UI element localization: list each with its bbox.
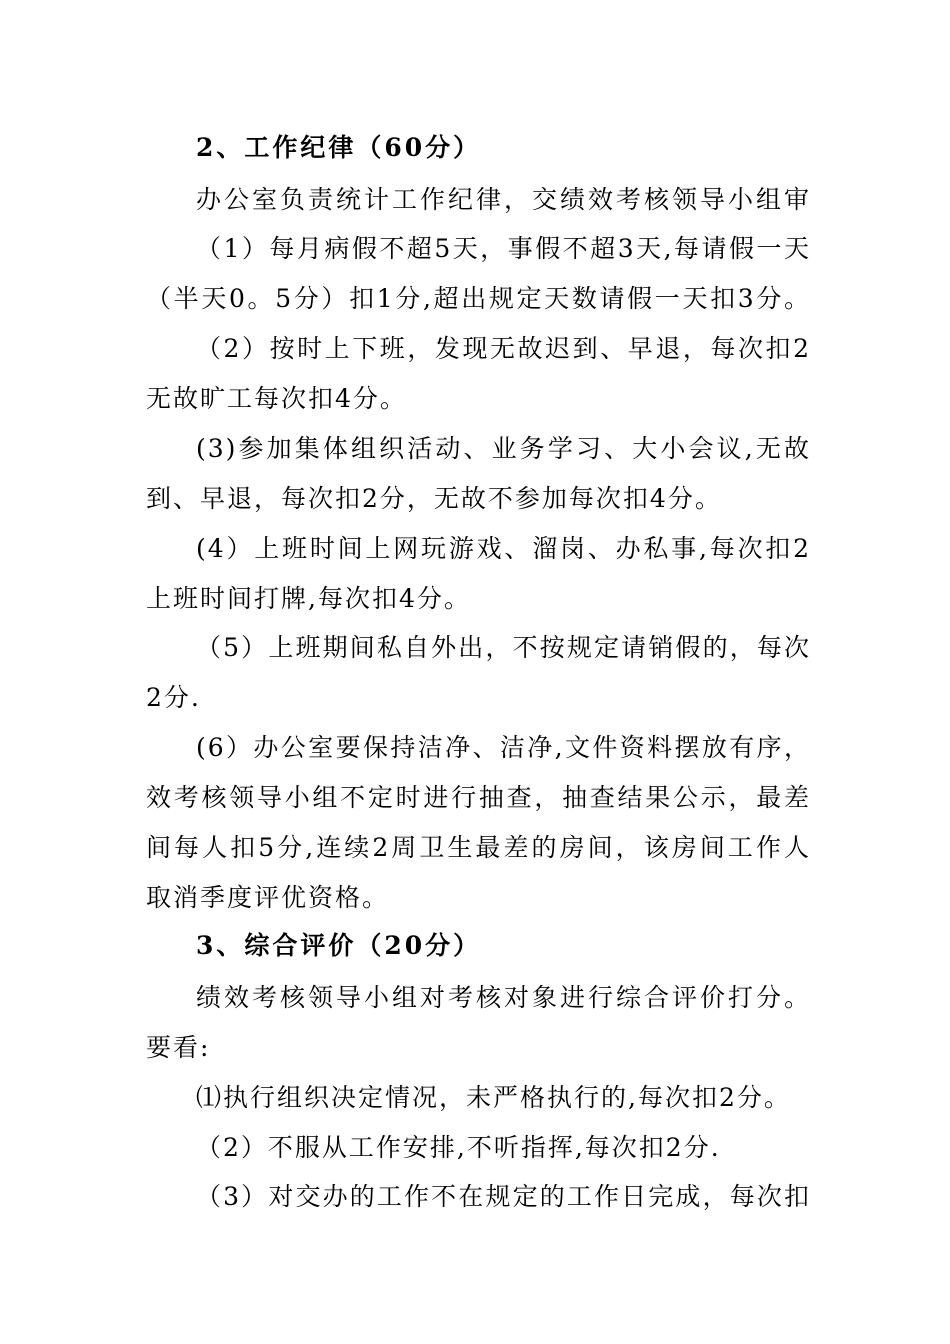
discipline-intro: 办公室负责统计工作纪律，交绩效考核领导小组审	[196, 185, 811, 214]
discipline-item-6-line-2: 效考核领导小组不定时进行抽查，抽查结果公示，最差	[146, 783, 811, 812]
discipline-item-4-line-2: 上班时间打牌,每次扣4分。	[146, 584, 471, 613]
evaluation-item-3: （3）对交办的工作不在规定的工作日完成，每次扣	[196, 1182, 811, 1211]
discipline-item-6-line-4: 取消季度评优资格。	[146, 883, 390, 912]
evaluation-intro-line-2: 要看:	[146, 1033, 211, 1062]
discipline-item-2-line-2: 无故旷工每次扣4分。	[146, 384, 407, 413]
discipline-item-6-line-1: (6）办公室要保持洁净、洁净,文件资料摆放有序，	[196, 733, 811, 762]
discipline-item-1-line-1: （1）每月病假不超5天，事假不超3天,每请假一天	[196, 234, 811, 263]
evaluation-intro-line-1: 绩效考核领导小组对考核对象进行综合评价打分。	[196, 983, 811, 1012]
discipline-item-4-line-1: (4）上班时间上网玩游戏、溜岗、办私事,每次扣2	[196, 534, 811, 563]
section-heading-work-discipline: 2、工作纪律（60分）	[196, 133, 482, 162]
section-heading-comprehensive-evaluation: 3、综合评价（20分）	[196, 931, 482, 960]
discipline-item-3-line-1: (3)参加集体组织活动、业务学习、大小会议,无故	[196, 434, 811, 463]
discipline-item-2-line-1: （2）按时上下班，发现无故迟到、早退，每次扣2	[196, 334, 811, 363]
evaluation-item-1: ⑴执行组织决定情况，未严格执行的,每次扣2分。	[196, 1083, 791, 1112]
evaluation-item-2: （2）不服从工作安排,不听指挥,每次扣2分.	[196, 1133, 721, 1162]
discipline-item-5-line-2: 2分.	[146, 683, 201, 712]
discipline-item-3-line-2: 到、早退，每次扣2分，无故不参加每次扣4分。	[146, 484, 722, 513]
discipline-item-1-line-2: （半天0。5分）扣1分,超出规定天数请假一天扣3分。	[146, 284, 811, 313]
discipline-item-6-line-3: 间每人扣5分,连续2周卫生最差的房间，该房间工作人	[146, 833, 811, 862]
discipline-item-5-line-1: （5）上班期间私自外出，不按规定请销假的，每次	[196, 633, 811, 662]
